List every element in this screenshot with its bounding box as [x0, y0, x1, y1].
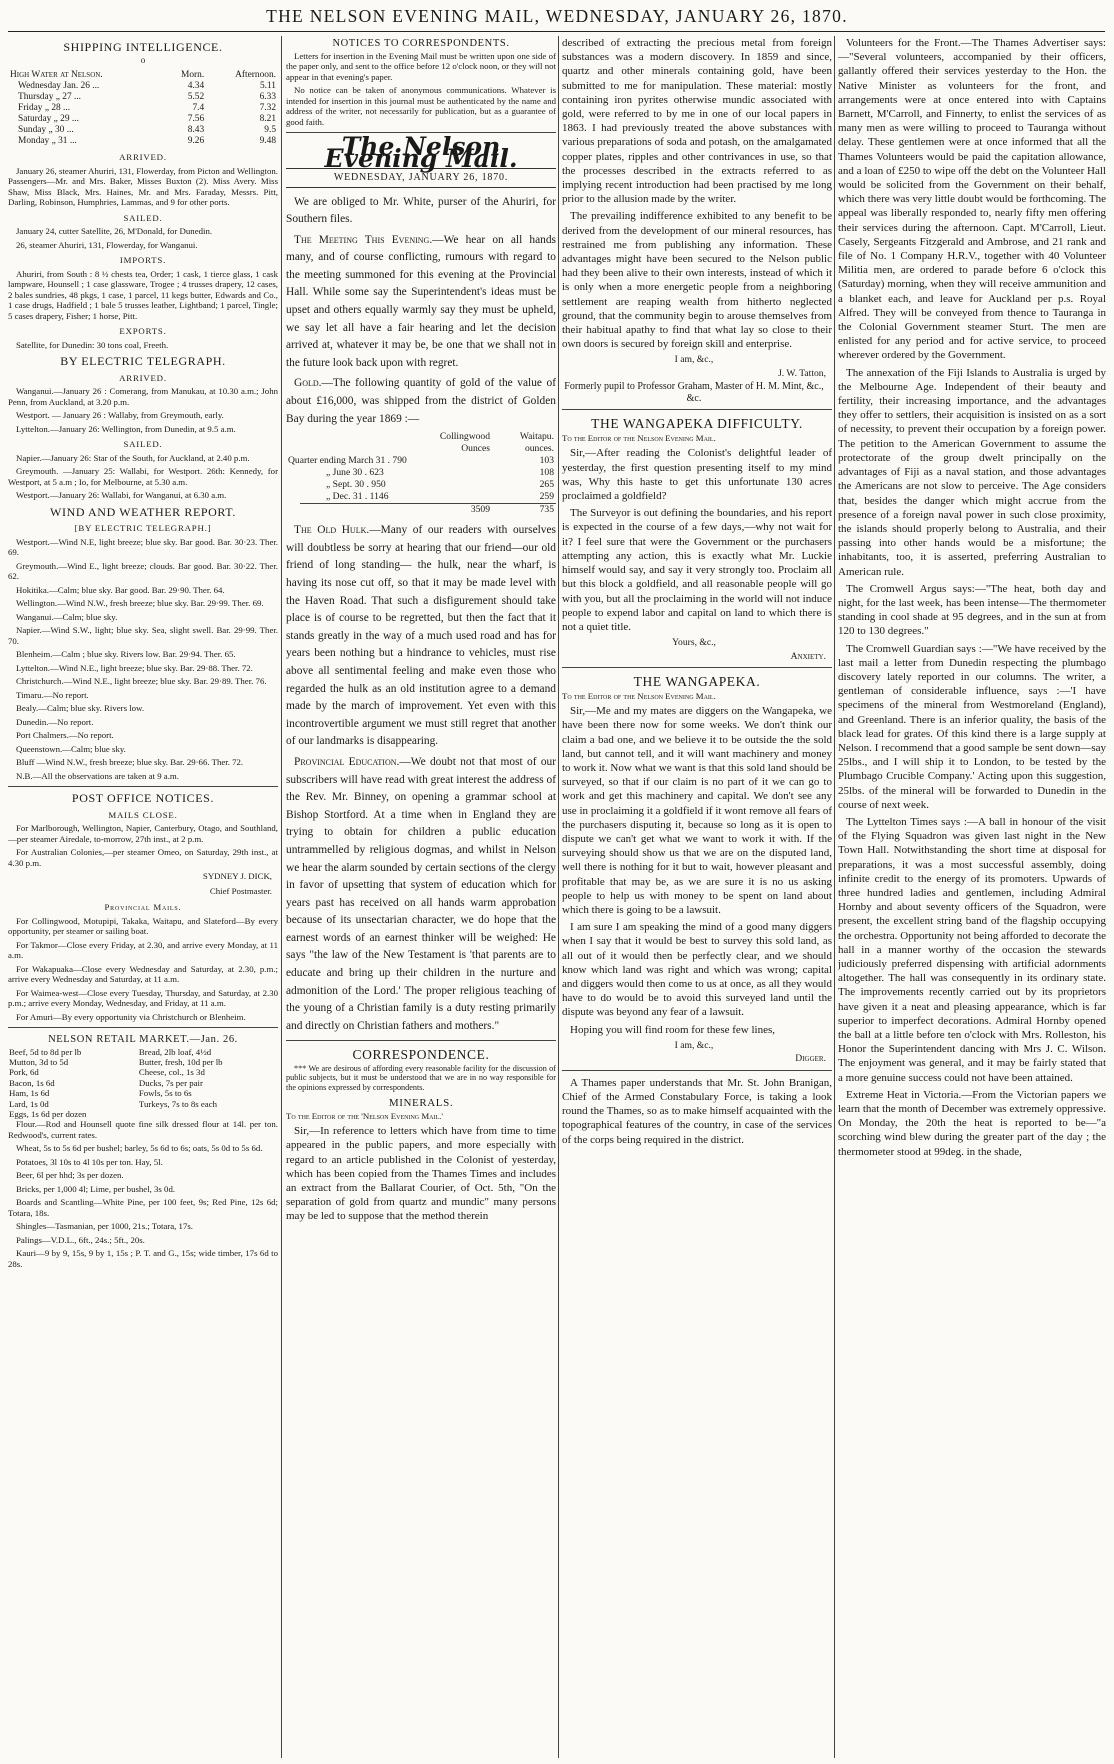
exports-heading: EXPORTS.	[119, 326, 167, 336]
telegraph-item: Lyttelton.—January 26: Wellington, from Dunedin, at 9.5 a.m.	[16, 423, 236, 434]
tide-row: Saturday „ 29 ... 7.56 8.21	[18, 114, 276, 124]
column-4	[838, 36, 1106, 1758]
market-note: Flour.—Rod and Hounsell quote fine silk dressed flour at 14l. per ton. Redwood's, current rates.	[8, 1119, 278, 1140]
editorial-paragraph: Gold.—The following quantity of gold of the value of about £16,000, was shipped from the district of Golden Bay during the year 1869 :—	[286, 377, 556, 425]
weather-report: Napier.—Wind S.W., light; blue sky. Sea, slight swell. Bar. 29·99. Ther. 70.	[8, 625, 278, 646]
telegraph-item: Westport. — January 26 : Wallaby, from Greymouth, early.	[16, 410, 224, 420]
market-note: Potatoes, 3l 10s to 4l 10s per ton. Hay, 5l.	[16, 1156, 163, 1167]
news-paragraph: The Lyttelton Times says :—A ball in honour of the visit of the Flying Squadron was given last night in the New Town Hall. Notwithstanding the short time at disposal for preparations, it was a most successful assembly, doing infinite credit to the energy of its promoters. Upwards of three hundred ladies and gentlemen, including Admiral Hornby and about seventy officers of the Squadron, were present, the excellent string band of the flagship occupying the orchestra. Opportunity not being afforded to decorate the hall in a manner worthy of the occasion the stewards judiciously preferred dispensing with artificial adornments altogether. The hall was consequently in its ordinary state. The improvements recently carried out by its proprietors have given it a neat and pleasing appearance, which is far superior to imperfect decorations. Admiral Hornby opened the ball at a little before ten o'clock with Mrs. Rolleston, his Honor the Superintendent dancing with Mrs J. C. Wilson. The enjoyment was general, and it may be fairly stated that a more genuine success could not have been attained.	[838, 815, 1106, 1084]
section-rule	[562, 409, 832, 410]
letter-paragraph: I am sure I am speaking the mind of a good many diggers when I say that it would be best to survey this sold land, as all out of it would then be perfectly clear, and we should know which land was right and which was wrong; capital and diggers would then come to us at once, as all they would have to do would be to avoid this surveyed land until the dispute was beyond any fear of a lawsuit.	[562, 921, 832, 1019]
column-divider	[558, 36, 559, 1758]
weather-report: Timaru.—No report.	[16, 689, 89, 700]
wangapeka-difficulty-heading: THE WANGAPEKA DIFFICULTY.	[591, 416, 803, 432]
weather-note: N.B.—All the observations are taken at 9 a.m.	[16, 770, 179, 781]
weather-report: Bealy.—Calm; blue sky. Rivers low.	[16, 703, 145, 713]
weather-report: Greymouth.—Wind E., light breeze; clouds. Bar good. Bar. 30·22. Ther. 62.	[8, 560, 278, 581]
weather-report: Westport.—Wind N.E, light breeze; blue sky. Bar good. Bar. 30·23. Ther. 69.	[8, 536, 278, 557]
market-note: Kauri—9 by 9, 15s, 9 by 1, 15s ; P. T. and G., 15s; wide timber, 17s 6d to 28s.	[8, 1248, 278, 1269]
telegraph-item: Napier.—January 26: Star of the South, for Auckland, at 2.40 p.m.	[16, 452, 250, 463]
weather-report: Queenstown.—Calm; blue sky.	[16, 743, 126, 754]
provincial-notice: For Waimea-west—Close every Tuesday, Thursday, and Saturday, at 2.30 p.m.; arrive every Monday, Wednesday, and Friday, at 11 a.m.	[8, 987, 278, 1008]
column-divider	[281, 36, 282, 1758]
provincial-notice: For Amuri—By every opportunity via Christchurch or Blenheim.	[16, 1011, 246, 1022]
market-row: Eggs, 1s 6d per dozen	[9, 1108, 87, 1119]
market-row: Beef, 5d to 8d per lb Bread, 2lb loaf, 4½d	[9, 1046, 212, 1057]
sailed-text: 26, steamer Ahuriri, 131, Flowerday, for Wanganui.	[16, 239, 198, 250]
editorial-date: WEDNESDAY, JANUARY 26, 1870.	[286, 168, 556, 188]
wangapeka-heading: THE WANGAPEKA.	[633, 674, 761, 690]
gold-row: „ Sept. 30 . 950 265	[326, 479, 554, 491]
post-notice: For Australian Colonies,—per steamer Omeo, on Saturday, 29th inst., at 4.30 p.m.	[8, 847, 278, 868]
market-note: Wheat, 5s to 5s 6d per bushel; barley, 5s 6d to 6s; oats, 5s 0d to 5s 6d.	[16, 1143, 263, 1154]
post-office-heading: POST OFFICE NOTICES.	[71, 791, 215, 805]
telegraph-arrived-heading: ARRIVED.	[119, 372, 167, 383]
weather-report: Bluff —Wind N.W., fresh breeze; blue sky. Bar. 29·66. Ther. 72.	[16, 757, 244, 767]
letter-signature: Digger.	[795, 1053, 826, 1065]
weather-subheading: [BY ELECTRIC TELEGRAPH.]	[74, 523, 212, 533]
letter-closing: Yours, &c.,	[672, 637, 716, 649]
column-2	[286, 36, 556, 1758]
exports-text: Satellite, for Dunedin: 30 tons coal, Freeth.	[16, 339, 169, 350]
market-row: Pork, 6d Cheese, col., 1s 3d	[9, 1067, 205, 1078]
letter-paragraph: Sir,—After reading the Colonist's delightful leader of yesterday, the first question presenting itself to my mind was, Why this haste to get this unfortunate 130 acres proclaimed a goldfield?	[562, 447, 832, 503]
market-note: Boards and Scantling—White Pine, per 100 feet, 9s; Red Pine, 12s 6d; Totara, 18s.	[8, 1197, 278, 1218]
mails-close-heading: MAILS CLOSE.	[108, 809, 178, 820]
column-1	[8, 36, 278, 1758]
market-note: Beer, 6l per hhd; 3s per dozen.	[16, 1170, 124, 1181]
news-paragraph: The Cromwell Guardian says :—"We have received by the last mail a letter from Dunedin respecting the plumbago discovery lately reported in our columns. The writer, a gentleman of considerable influence, says :—'I have specimens of the mineral from Westmoreland (England), and Greenland. There is an inferior quality, the basis of the black lead for grates. Of this kind there is a large supply at Nelson. I recommend that a good sample be sent down—say 25lbs., and I will ship it to London, to be tested by the Plumbago Crucible Company.' Acting upon this suggestion, 25lbs. of the mineral will be forwarded to Dunedin in the course of next week.	[838, 642, 1106, 811]
market-note: Shingles—Tasmanian, per 1000, 21s.; Totara, 17s.	[16, 1221, 193, 1232]
notices-text: Letters for insertion in the Evening Mail must be written upon one side of the paper only, and sent to the office before 12 o'clock noon, or they will not appear in that evening's paper.	[286, 50, 556, 82]
letter-paragraph: Sir,—Me and my mates are diggers on the Wangapeka, we have been there now for some weeks. We don't think our claim a bad one, and we believe it to be outside the the sold land, but cannot tell, and it will want machinery and money to work it. Now what we want is that this sold land should be surveyed, so that if our claim is no part of it we can go to work and get this machinery and capital. We don't see any use in proclaiming it a goldfield if it wont remove all fears of the purchasers disputing it, because so long as it is open to dispute we can't get what we want to work it with. If the surveying should show us that we are on the disputed land, well there is nothing for it but to wait, however pleasant and profitable that may be, as we are sure it is no us asking people to help us with money to be spent on land about which there is going to be a lawsuit.	[562, 705, 832, 916]
weather-report: Hokitika.—Calm; blue sky. Bar good. Bar. 29·90. Ther. 64.	[16, 584, 225, 595]
tide-row: Friday „ 28 ... 7.4 7.32	[18, 103, 276, 113]
market-heading: NELSON RETAIL MARKET.—Jan. 26.	[48, 1034, 238, 1045]
letter-signature: Anxiety.	[790, 650, 826, 662]
editorial-paragraph: Provincial Education.—We doubt not that most of our subscribers will have read with great interest the address of the Rev. Mr. Binney, on opening a grammar school at Bishop Stortford. At a time when in England they are trying to obtain for children a public education untrammelled by religious dogmas, and whilst in Nelson we hear the alarm sounded by certain sections of the clergy in favor of upsetting that system of education which for years past has received on all hands warm approbation because of its unsectarian character, we do hope that the earnest words of an earnest thinker will be weighed: He says "the law of the New Testament is 'that parents are to educate and bring up their children in the nurture and admonition of the Lord.' The proper religious teaching of the young of a Christian family is a duty resting primarily and directly on Christian fathers and mothers."	[286, 755, 556, 1032]
tide-table	[8, 70, 278, 147]
news-paragraph: The Cromwell Argus says:—"The heat, both day and night, for the last week, has been intense—The thermometer standing in cool shade at 95 degrees, and in the sun at from 120 to 130 degrees."	[838, 582, 1106, 638]
provincial-notice: For Wakapuaka—Close every Wednesday and Saturday, at 2.30, p.m.; arrive every Wednesday and Saturday, at 11 a.m.	[8, 963, 278, 984]
news-paragraph: Extreme Heat in Victoria.—From the Victorian papers we learn that the month of December was extremely oppressive. On Monday, the 20th the heat is reported to be—"a scorching wind blew during the greater part of the day ; the thermometer stood at 99deg. in the shade,	[838, 1088, 1106, 1158]
letter-paragraph: described of extracting the precious metal from foreign substances was a modern discovery. In 1859 and since, quartz and other minerals containing gold, have been submitted to me for manipulation. These material: mostly containing iron pyrites otherwise mundic associated with gold, were referred to by me in one of our local papers in 1863. I had previously treated the above substances with various preparations of soda and potash, on the amalgamated copper plates, ripples and other contrivances in use, so that the processes described in the extracts referred to as implying recent introduction had been practised by me long prior to the allusion made by the writer.	[562, 37, 832, 206]
imports-heading: IMPORTS.	[119, 255, 167, 265]
letter-signature: J. W. Tatton,	[778, 367, 826, 379]
letter-paragraph: Sir,—In reference to letters which have from time to time appeared in the public papers, and more especially with regard to an article published in the Colonist of yesterday, which has been copied from the Thames Times and includes an extract from the Ballarat Courier, of Oct. 5th, "On the separation of gold from quartz and mundic" many persons may be led to suppose that the method therein	[286, 1125, 556, 1223]
post-notice: For Marlborough, Wellington, Napier, Canterbury, Otago, and Southland,—per steamer Airedale, to-morrow, 27th inst., at 2 p.m.	[8, 823, 278, 844]
gold-row: Quarter ending March 31 . 790 103	[288, 455, 554, 467]
gold-table: Collingwood Waitapu. Ounces ounces. Quarter ending March 31 . 790 103 „ June 30 . 623 108 „ Sept. 30 . 950 265 „ Dec. 31 . 1146 259 3509 735	[288, 431, 554, 516]
postmaster-name: SYDNEY J. DICK,	[202, 871, 272, 881]
provincial-mails-heading: Provincial Mails.	[104, 902, 182, 912]
market-note: Bricks, per 1,000 4l; Lime, per bushel, 3s 0d.	[16, 1183, 176, 1194]
arrived-heading: ARRIVED.	[119, 152, 167, 162]
section-rule	[8, 1027, 278, 1028]
provincial-notice: For Collingwood, Motupipi, Takaka, Waitapu, and Slateford—By every opportunity, per steamer or sailing boat.	[8, 915, 278, 936]
editorial-paragraph: The Meeting This Evening.—We hear on all hands many, and of course conflicting, rumours with regard to the meeting summoned for this evening at the Provincial Hall. While some say the Superintendent's ideas must be upset and others equally warmly say they must be upheld, we say let all have a fair hearing and let the decision arrived at, whatever it may be, be one that we shall not in the future look back upon with regret.	[286, 233, 556, 369]
telegraph-item: Wanganui.—January 26 : Comerang, from Manukau, at 10.30 a.m.; John Penn, from Auckland, at 3.20 p.m.	[8, 386, 278, 407]
tide-row: Monday „ 31 ... 9.26 9.48	[18, 136, 276, 146]
sailed-text: January 24, cutter Satellite, 26, M'Donald, for Dunedin.	[16, 226, 213, 236]
gold-row: „ Dec. 31 . 1146 259	[326, 491, 554, 503]
letter-closing: I am, &c.,	[674, 354, 714, 366]
telegraph-item: Greymouth. —January 25: Wallabi, for Westport. 26th: Kennedy, for Westport, at 5 a.m ; Io, for Melbourne, at 5.30 a.m.	[8, 466, 278, 487]
shipping-heading: SHIPPING INTELLIGENCE.	[63, 40, 223, 54]
notices-heading: NOTICES TO CORRESPONDENTS.	[332, 38, 510, 49]
letter-paragraph: The Surveyor is out defining the boundaries, and his report is expected in the course of a few days,—why not wait for it? I feel sure that were the Government or the purchasers attempting any action, this is exactly what Mr. Luckie himself would say, and say it very strongly too. Proclaim all but this block a goldfield, and all reasonable people will go with you, but all the proclaiming in the world will not induce people to expend labor and capital on land to which there is not a quiet title.	[562, 507, 832, 633]
to-editor-line: To the Editor of the Nelson Evening Mail.	[562, 432, 716, 443]
gold-row: „ June 30 . 623 108	[326, 467, 554, 479]
letter-paragraph: Hoping you will find room for these few lines,	[570, 1023, 775, 1036]
telegraph-heading: BY ELECTRIC TELEGRAPH.	[60, 354, 226, 368]
divider-ornament: o	[140, 54, 146, 65]
weather-report: Dunedin.—No report.	[16, 716, 94, 727]
provincial-notice: For Takmor—Close every Friday, at 2.30, and arrive every Monday, at 11 a.m.	[8, 939, 278, 960]
market-table	[8, 1047, 278, 1120]
section-rule	[8, 786, 278, 787]
weather-report: Wanganui.—Calm; blue sky.	[16, 611, 118, 622]
masthead-rule	[8, 31, 1105, 32]
weather-report: Wellington.—Wind N.W., fresh breeze; blue sky. Bar. 29·99. Ther. 69.	[16, 598, 264, 608]
minerals-heading: MINERALS.	[388, 1097, 454, 1110]
arrived-text: January 26, steamer Ahuriri, 131, Flowerday, from Picton and Wellington. Passengers—Mr. and Mrs. Baker, Misses Buxton (2). Miss Avery. Miss Shaw, Miss Black, Mrs. Haines, Mr. and Mrs. Faraday, Messrs. Pitt, Darling, Robinson, Humphries, Lammas, and 9 for other ports.	[8, 165, 278, 207]
news-paragraph: Volunteers for the Front.—The Thames Advertiser says:—"Several volunteers, accompanied by their officers, gallantly offered their services yesterday to the Hon. the Native Minister as volunteers for the front, and arrangements were at once entered into with Captains Barnett, M'Carroll, and Finnerty, to enlist the services of as many men as were willing to proceed to Tauranga without delay. These gentlemen were at once informed that all the Thames Volunteers would be paid the capitation allowance, and a loan of £250 to wipe off the debt on the Volunteer Hall would be solicited from the Government on their behalf, which there was very little doubt would be forthcoming. The appeal was liberally responded to, nearly fifty men offering their services during the afternoon. Capt. M'Carroll, Lieut. Casely, Sergeants Fitzgerald and Ambrose, and 21 rank and file of No. 1 Company H.R.V., together with 40 Volunteer Militia men, are ordered to parade before 6 o'clock this (Saturday) morning, when they will receive ammunition and a blanket each, and leave for Auckland per p.s. Royal Alfred. They will be conveyed from thence to Tauranga in the Colonial Government steamer Sturt. The men are enlisted for any period and for active service, to proceed wherever ordered by the Government.	[838, 37, 1106, 362]
weather-report: Christchurch.—Wind N.E., light breeze; blue sky. Bar. 29·89. Ther. 76.	[16, 676, 267, 686]
market-row: Bacon, 1s 6d Ducks, 7s per pair	[9, 1077, 203, 1088]
gold-total-row: 3509 735	[286, 504, 556, 517]
telegraph-item: Westport.—January 26: Wallabi, for Wanganui, at 6.30 a.m.	[16, 490, 227, 500]
imports-text: Ahuriri, from South : 8 ½ chests tea, Order; 1 cask, 1 tierce glass, 1 cask lampware, Hounsell ; 1 case glassware, Trogee ; 4 trusses drapery, 12 cases, 2 bales sundries, 48 pkgs, 1 case, 1 parcel, 11 kegs butter, Edwards and Co., 1 case drugs, Hadfield ; 1 bale 5 trusses leather, Lightband; 1 parcel, Tingle; 5 cases drapery, Fisher; 1 horse, Pitt.	[8, 268, 278, 321]
column-divider	[834, 36, 835, 1758]
section-rule	[286, 1040, 556, 1041]
tide-row: Sunday „ 30 ... 8.43 9.5	[18, 125, 276, 135]
postmaster-title: Chief Postmaster.	[209, 885, 272, 896]
news-paragraph: The annexation of the Fiji Islands to Australia is urged by the Melbourne Age. Independent of their beauty and fertility, their increasing importance, and the advantages they offer to settlers, their acquisition is insisted on as a sort of necessity, to prevent their occupation by a foreign power. The petition to the American Government to assume the protectorate of the group dwelt principally on the advantages of Fiji as a naval station, and those advantages the Americans are not slow to perceive. The Age considers that, besides the danger which might accrue from the presence of a foreign naval power in such close proximity, the islands should properly belong to Australia, and their passing into other hands would be a misfortune; the inhabitants, too, it is asserted, preferring Australian to American rule.	[838, 366, 1106, 578]
telegraph-sailed-heading: SAILED.	[123, 439, 163, 449]
masthead: THE NELSON EVENING MAIL, WEDNESDAY, JANUARY 26, 1870.	[266, 6, 848, 26]
weather-heading: WIND AND WEATHER REPORT.	[50, 504, 236, 519]
section-rule	[562, 667, 832, 668]
to-editor-line: To the Editor of the Nelson Evening Mail.	[562, 690, 716, 701]
letter-closing: I am, &c.,	[674, 1039, 714, 1051]
editorial-paragraph: We are obliged to Mr. White, purser of the Ahuriri, for Southern files.	[286, 195, 556, 226]
market-row: Lard, 1s 0d Turkeys, 7s to 8s each	[9, 1098, 218, 1109]
paper-title: The Nelson Evening Mail.	[324, 132, 518, 173]
tide-table-head: High Water at Nelson. Morn. Afternoon.	[10, 70, 276, 80]
news-paragraph: A Thames paper understands that Mr. St. John Branigan, Chief of the Armed Constabulary Force, is taking a look round the Thames, so as to make himself acquainted with the topographical features of the country, in case of the services of the corps being required in the district.	[562, 1076, 832, 1146]
to-editor-line: To the Editor of the 'Nelson Evening Mail.'	[286, 1110, 443, 1121]
market-row: Mutton, 3d to 5d Butter, fresh, 10d per lb	[9, 1056, 223, 1067]
market-note: Palings—V.D.L., 6ft., 24s.; 5ft., 20s.	[16, 1234, 145, 1245]
letter-signature-title: Formerly pupil to Professor Graham, Master of H. M. Mint, &c., &c.	[564, 381, 824, 404]
editorial-paragraph: The Old Hulk.—Many of our readers with ourselves will doubtless be sorry at hearing that our friend—our old friend of long standing— the hulk, near the wharf, is having its nose cut off, so that it may be made level with the Haven Road. That such a disfigurement should take place is of course to be regretted, but then the fact that it stands greatly in the way of a much used road and has for years been nothing but a hindrance to vehicles, must rise above all sentimental feeling and make even those who regarded the hulk as an old institution agree to a demand made by the march of improvement. Yet even with this incontrovertible argument we must still regret that another of our landmarks is disappearing.	[286, 524, 556, 748]
weather-report: Port Chalmers.—No report.	[16, 730, 114, 740]
weather-report: Blenheim.—Calm ; blue sky. Rivers low. Bar. 29·94. Ther. 65.	[16, 649, 236, 659]
tide-row: Wednesday Jan. 26 ... 4.34 5.11	[18, 81, 276, 91]
correspondence-note: *** We are desirous of affording every reasonable facility for the discussion of public subjects, but it must be understood that we are in no way responsible for the opinions expressed by correspondents.	[286, 1063, 556, 1092]
sailed-heading: SAILED.	[123, 212, 163, 223]
letter-paragraph: The prevailing indifference exhibited to any benefit to be derived from the development of our mineral resources, has restrained me from publishing any information. These advantages might have been secured to the Nelson public had they been alive to their own interests, instead of which it is only when a more energetic people from a neighboring settlement are reaping wealth from hitherto neglected ground, that the community begin to arouse themselves from their habitual apathy to find that what lay so close to their own doors is secured by foreign skill and enterprise.	[562, 210, 832, 351]
correspondence-heading: CORRESPONDENCE.	[352, 1047, 490, 1063]
section-rule	[562, 1070, 832, 1071]
column-3	[562, 36, 832, 1758]
market-row: Ham, 1s 6d Fowls, 5s to 6s	[9, 1088, 192, 1099]
notices-text: No notice can be taken of anonymous communications. Whatever is intended for insertion in this journal must be authenticated by the name and address of the writer, not necessarily for publication, but as a guarantee of good faith.	[286, 85, 556, 127]
tide-row: Thursday „ 27 ... 5.52 6.33	[18, 92, 276, 102]
weather-report: Lyttelton.—Wind N.E., light breeze; blue sky. Bar. 29·88. Ther. 72.	[16, 662, 253, 673]
